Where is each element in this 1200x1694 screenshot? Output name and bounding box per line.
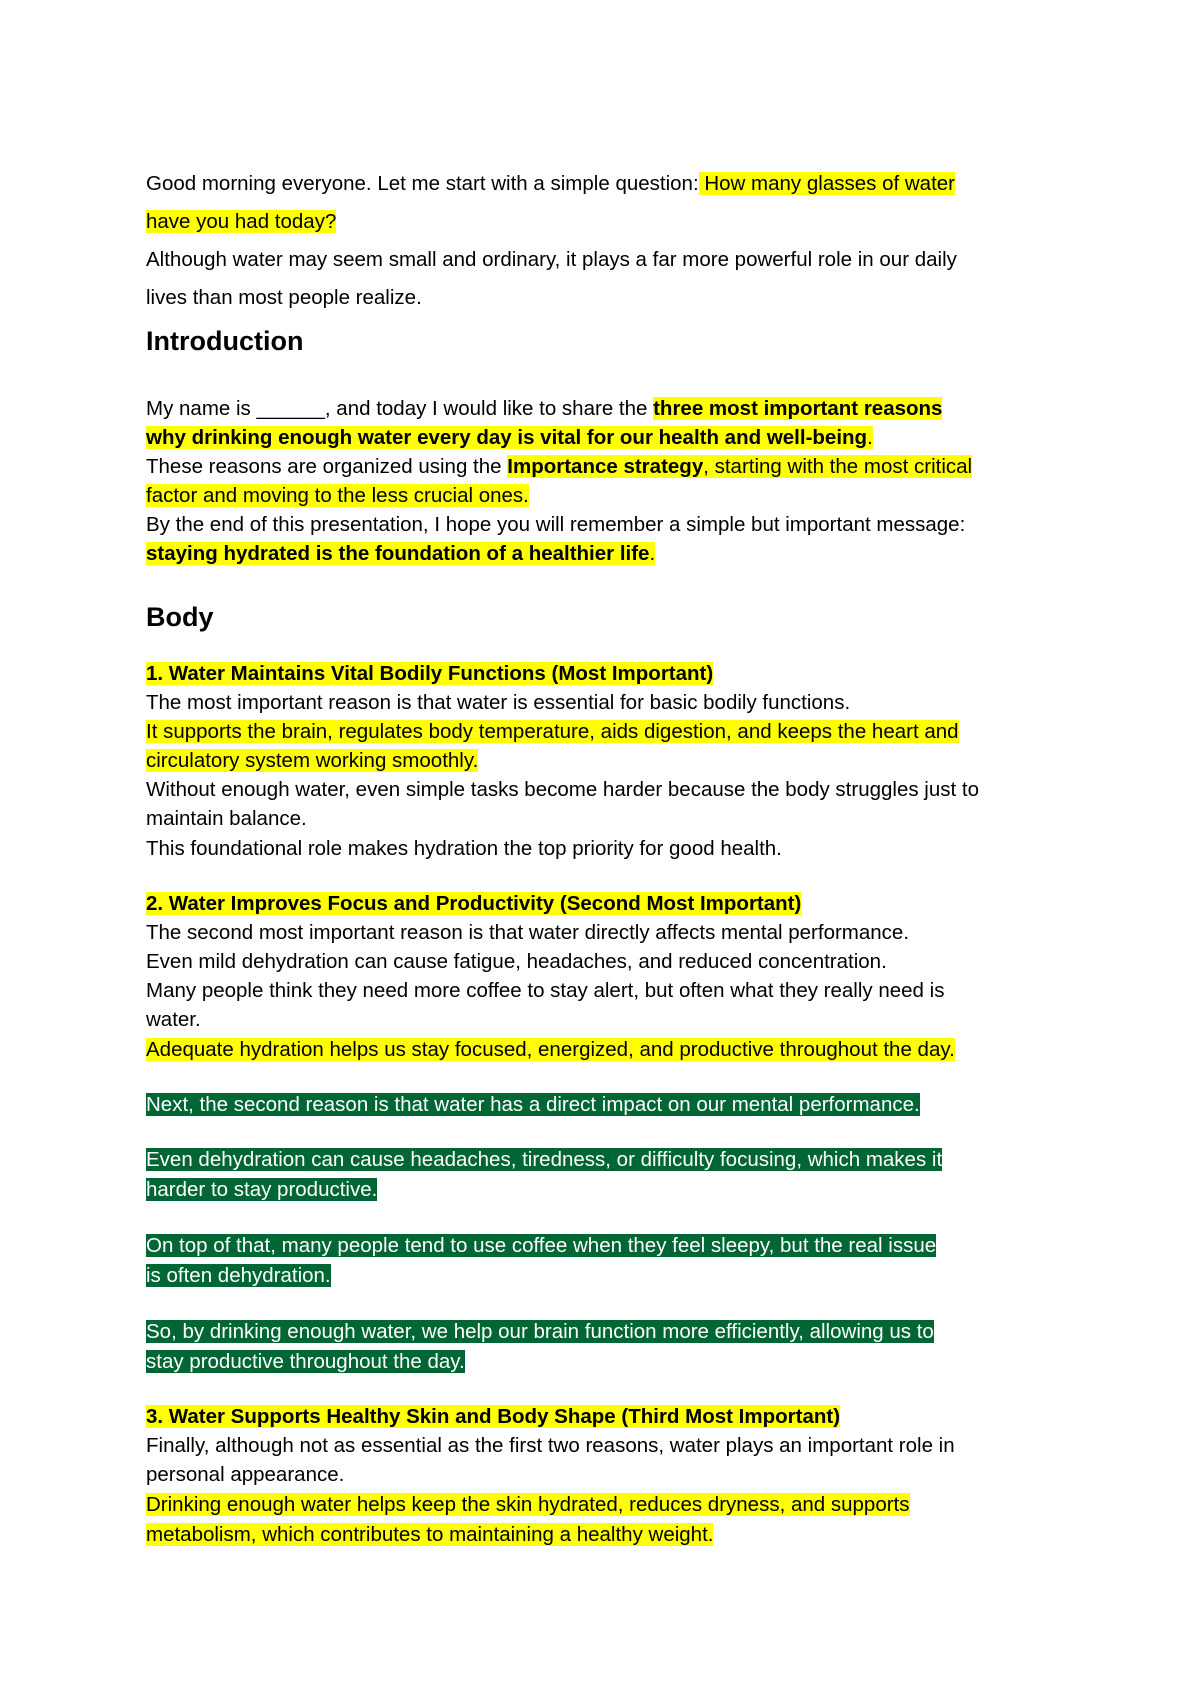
- opening-line-2: [146, 210, 336, 234]
- green-para-2-line-1: Even dehydration can cause headaches, tiredness, or difficulty focusing, which makes it: [146, 1148, 943, 1171]
- introduction-heading: Introduction: [146, 326, 304, 356]
- green-para-4-line-1: So, by drinking enough water, we help our brain function more efficiently, allowing us to: [146, 1320, 934, 1343]
- green-para-2-line-2: harder to stay productive.: [146, 1178, 378, 1201]
- body-heading: Body: [146, 602, 214, 632]
- section-1-line-4: Without enough water, even simple tasks become harder because the body struggles just to: [146, 778, 980, 801]
- section-3-line-2: personal appearance.: [146, 1463, 345, 1486]
- section-2-line-1: The second most important reason is that water directly affects mental performance.: [146, 921, 910, 944]
- section-2-title: 2. Water Improves Focus and Productivity (Second Most Important): [146, 892, 802, 915]
- intro-line-6: staying hydrated is the foundation of a healthier life.: [146, 542, 656, 565]
- intro-line-5: By the end of this presentation, I hope you will remember a simple but important message:: [146, 513, 966, 536]
- opening-line-4: lives than most people realize.: [146, 286, 422, 309]
- green-para-3-line-2: is often dehydration.: [146, 1264, 331, 1287]
- section-1-line-3: circulatory system working smoothly.: [146, 749, 479, 772]
- section-2-line-4: water.: [146, 1008, 201, 1031]
- opening-line-1: Good morning everyone. Let me start with a simple question: How many glasses of water: [146, 172, 955, 195]
- intro-line-2: why drinking enough water every day is vital for our health and well-being.: [146, 426, 873, 449]
- section-3-line-1: Finally, although not as essential as the first two reasons, water plays an important role in: [146, 1434, 955, 1457]
- section-1-line-6: This foundational role makes hydration the top priority for good health.: [146, 837, 782, 860]
- section-3-line-3: Drinking enough water helps keep the skin hydrated, reduces dryness, and supports: [146, 1493, 910, 1516]
- green-para-3-line-1: On top of that, many people tend to use coffee when they feel sleepy, but the real issue: [146, 1234, 937, 1257]
- highlight-question-end: have you had today?: [146, 210, 337, 233]
- section-1-line-5: maintain balance.: [146, 807, 307, 830]
- highlight-question: How many glasses of water: [698, 172, 955, 195]
- green-para-1: Next, the second reason is that water has a direct impact on our mental performance.: [146, 1093, 920, 1116]
- section-2-line-5: Adequate hydration helps us stay focused, energized, and productive throughout the day.: [146, 1038, 955, 1061]
- opening-line-3: Although water may seem small and ordinary, it plays a far more powerful role in our daily: [146, 248, 957, 271]
- section-2-line-2: Even mild dehydration can cause fatigue, headaches, and reduced concentration.: [146, 950, 887, 973]
- section-1-line-1: The most important reason is that water is essential for basic bodily functions.: [146, 691, 851, 714]
- section-3-line-4: metabolism, which contributes to maintaining a healthy weight.: [146, 1523, 714, 1546]
- intro-line-4: factor and moving to the less crucial ones.: [146, 484, 529, 507]
- section-2-line-3: Many people think they need more coffee to stay alert, but often what they really need is: [146, 979, 945, 1002]
- intro-line-1: My name is ______, and today I would like to share the three most important reasons: [146, 397, 943, 420]
- section-1-line-2: It supports the brain, regulates body temperature, aids digestion, and keeps the heart and: [146, 720, 959, 743]
- section-3-title: 3. Water Supports Healthy Skin and Body Shape (Third Most Important): [146, 1405, 841, 1428]
- green-para-4-line-2: stay productive throughout the day.: [146, 1350, 465, 1373]
- section-1-title: 1. Water Maintains Vital Bodily Functions (Most Important): [146, 662, 714, 685]
- intro-line-3: These reasons are organized using the Importance strategy, starting with the most critical: [146, 455, 973, 478]
